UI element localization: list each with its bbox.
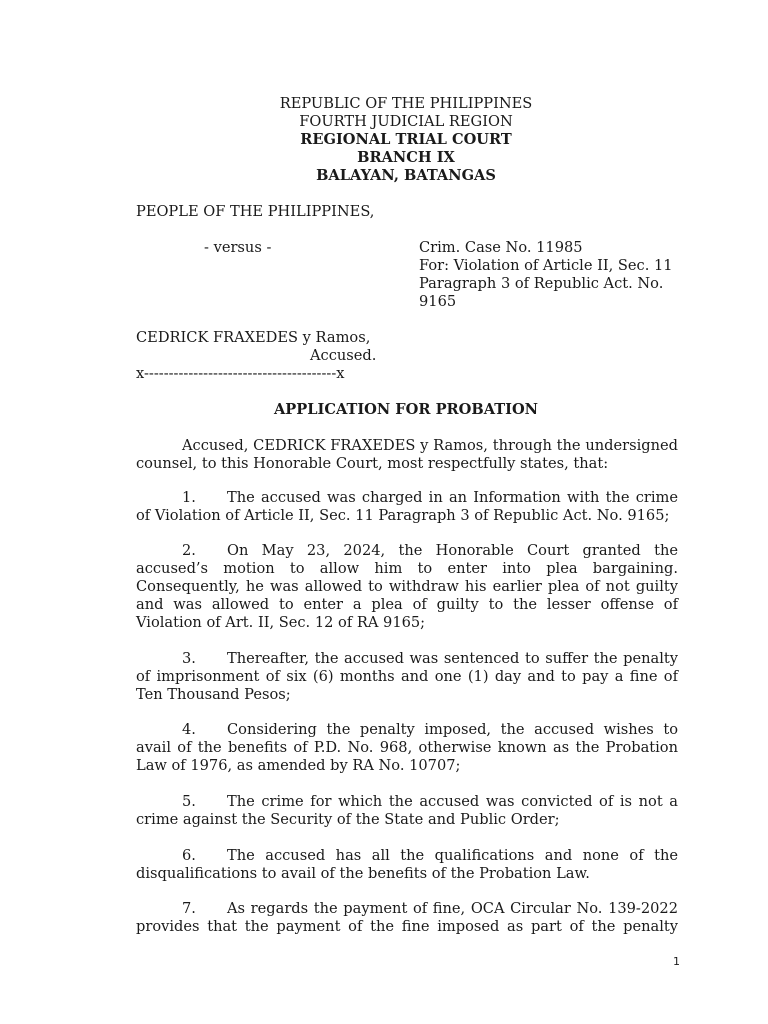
charge-line-2: Paragraph 3 of Republic Act. No.: [419, 275, 664, 292]
paragraph-4-line-1: Considering the penalty imposed, the accused wishes to: [227, 721, 678, 738]
paragraph-1-line-2: of Violation of Article II, Sec. 11 Paragraph 3 of Republic Act. No. 9165;: [136, 507, 670, 524]
paragraph-5-line-1: The crime for which the accused was convicted of is not a: [227, 793, 678, 810]
paragraph-4-line-3: Law of 1976, as amended by RA No. 10707;: [136, 757, 461, 774]
paragraph-2-number: 2.: [182, 542, 196, 559]
paragraph-6-line-2: disqualifications to avail of the benefits of the Probation Law.: [136, 865, 590, 882]
accused-label: Accused.: [310, 347, 377, 364]
paragraph-7-number: 7.: [182, 900, 196, 917]
paragraph-2-line-3: Consequently, he was allowed to withdraw his earlier plea of not guilty: [136, 578, 678, 595]
paragraph-1-number: 1.: [182, 489, 196, 506]
paragraph-7-line-2: provides that the payment of the fine imposed as part of the penalty: [136, 918, 678, 935]
intro-line-1: Accused, CEDRICK FRAXEDES y Ramos, through the undersigned: [182, 437, 678, 454]
paragraph-3-line-3: Ten Thousand Pesos;: [136, 686, 291, 703]
accused-name: CEDRICK FRAXEDES y Ramos,: [136, 329, 371, 346]
header-location: BALAYAN, BATANGAS: [316, 167, 496, 184]
paragraph-5-line-2: crime against the Security of the State and Public Order;: [136, 811, 560, 828]
paragraph-7-line-1: As regards the payment of fine, OCA Circular No. 139-2022: [227, 900, 678, 917]
paragraph-2-line-1: On May 23, 2024, the Honorable Court granted the: [227, 542, 678, 559]
case-number: Crim. Case No. 11985: [419, 239, 583, 256]
paragraph-3-line-2: of imprisonment of six (6) months and one (1) day and to pay a fine of: [136, 668, 678, 685]
header-court: REGIONAL TRIAL COURT: [300, 131, 512, 148]
document-title: APPLICATION FOR PROBATION: [273, 401, 538, 418]
paragraph-4-number: 4.: [182, 721, 196, 738]
header-branch: BRANCH IX: [357, 149, 455, 166]
paragraph-6-line-1: The accused has all the qualifications and none of the: [227, 847, 678, 864]
paragraph-1-line-1: The accused was charged in an Information with the crime: [227, 489, 678, 506]
caption-divider: x---------------------------------------x: [136, 365, 345, 382]
charge-line-3: 9165: [419, 293, 457, 310]
paragraph-2-line-4: and was allowed to enter a plea of guilty to the lesser offense of: [136, 596, 678, 613]
header-republic: REPUBLIC OF THE PHILIPPINES: [279, 95, 533, 112]
plaintiff: PEOPLE OF THE PHILIPPINES,: [136, 203, 375, 220]
paragraph-3-line-1: Thereafter, the accused was sentenced to suffer the penalty: [227, 650, 678, 667]
page-number: 1: [673, 955, 680, 968]
charge-line-1: For: Violation of Article II, Sec. 11: [419, 257, 673, 274]
paragraph-2-line-5: Violation of Art. II, Sec. 12 of RA 9165;: [136, 614, 426, 631]
paragraph-6-number: 6.: [182, 847, 196, 864]
paragraph-2-line-2: accused’s motion to allow him to enter into plea bargaining.: [136, 560, 678, 577]
intro-line-2: counsel, to this Honorable Court, most respectfully states, that:: [136, 455, 609, 472]
paragraph-5-number: 5.: [182, 793, 196, 810]
paragraph-4-line-2: avail of the benefits of P.D. No. 968, otherwise known as the Probation: [136, 739, 678, 756]
header-region: FOURTH JUDICIAL REGION: [299, 113, 513, 130]
paragraph-3-number: 3.: [182, 650, 196, 667]
versus: - versus -: [204, 239, 272, 256]
